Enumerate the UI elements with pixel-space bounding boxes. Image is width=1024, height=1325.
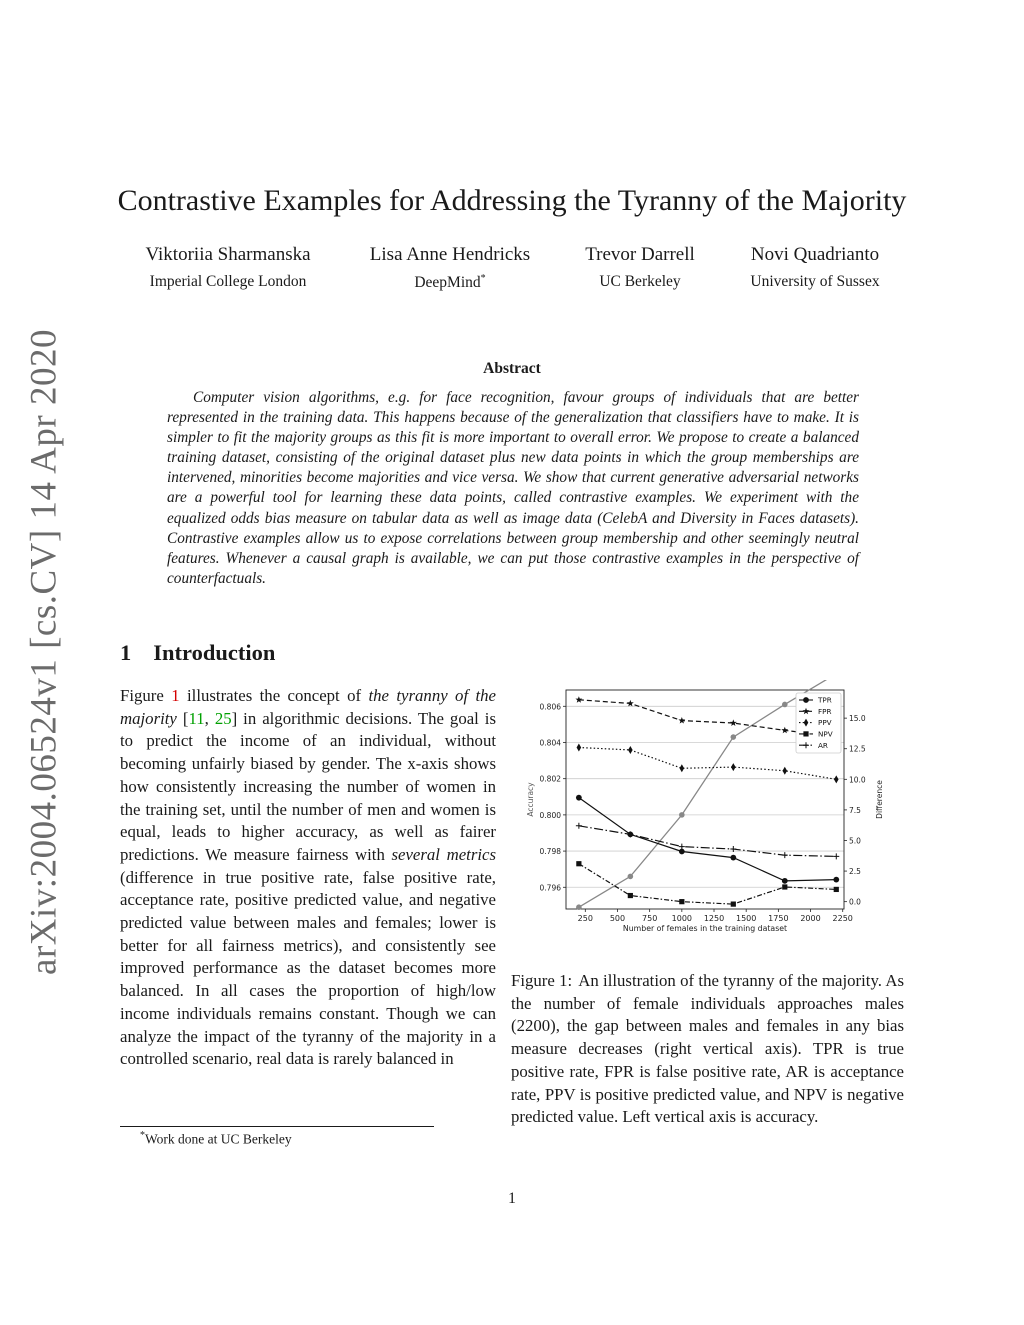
- section-heading: [120, 640, 275, 666]
- figure-1-chart: [510, 680, 910, 950]
- series-point-ppv: [577, 744, 582, 752]
- author-affiliation: University of Sussex: [750, 273, 880, 290]
- series-point-fpr: [627, 700, 634, 707]
- series-point-ppv: [782, 767, 787, 775]
- series-point-tpr: [833, 877, 839, 883]
- author-4: [705, 244, 925, 291]
- author-name: Trevor Darrell: [585, 244, 695, 265]
- y-left-tick-label: 0.806: [539, 702, 561, 712]
- legend-marker-tpr: [803, 697, 809, 703]
- citation-link[interactable]: 25: [214, 708, 232, 728]
- series-point-fpr: [575, 696, 582, 703]
- series-point-ppv: [628, 746, 633, 754]
- series-point-npv: [679, 899, 684, 904]
- series-point-ar: [782, 852, 788, 858]
- section-title: Introduction: [153, 640, 276, 665]
- series-point-npv: [576, 861, 581, 866]
- intro-text: illustrates the concept of: [179, 686, 369, 705]
- y-left-tick-label: 0.798: [539, 847, 561, 857]
- intro-paragraph: [120, 685, 496, 1071]
- figure-caption: [511, 970, 904, 1129]
- series-point-fpr: [730, 719, 737, 726]
- y-right-tick-label: 12.5: [849, 744, 866, 754]
- author-name: Lisa Anne Hendricks: [369, 244, 531, 265]
- y-right-tick-label: 5.0: [849, 836, 861, 846]
- accuracy-point: [731, 734, 737, 740]
- series-point-fpr: [781, 727, 788, 734]
- y-left-tick-label: 0.804: [539, 738, 561, 748]
- y-left-tick-label: 0.800: [539, 810, 561, 820]
- y-right-axis-label: Difference: [875, 780, 884, 819]
- legend-label-ppv: PPV: [818, 718, 832, 728]
- x-tick-label: 1750: [768, 914, 789, 923]
- accuracy-point: [782, 702, 788, 708]
- series-point-fpr: [678, 717, 685, 724]
- x-tick-label: 1000: [671, 914, 693, 923]
- y-left-axis-label: Accuracy: [526, 782, 535, 817]
- intro-text: [: [176, 708, 189, 728]
- y-left-tick-label: 0.802: [539, 774, 561, 784]
- x-tick-label: 250: [577, 914, 593, 923]
- y-right-tick-label: 15.0: [849, 714, 866, 724]
- caption-label: Figure 1:: [511, 971, 573, 990]
- x-tick-label: 1250: [703, 914, 725, 923]
- arxiv-identifier-text: arXiv:2004.06524v1 [cs.CV] 14 Apr 2020: [23, 329, 65, 975]
- series-point-npv: [731, 902, 736, 907]
- footnote-text: Work done at UC Berkeley: [145, 1131, 292, 1147]
- x-tick-label: 500: [609, 914, 626, 923]
- series-point-ar: [576, 823, 582, 829]
- series-point-ar: [833, 853, 839, 859]
- series-point-npv: [834, 887, 839, 892]
- legend-label-tpr: TPR: [818, 695, 832, 705]
- arxiv-identifier: [22, 329, 66, 975]
- author-affiliation: Imperial College London: [149, 273, 307, 290]
- series-point-ppv: [731, 763, 736, 771]
- abstract-heading: Abstract: [483, 360, 541, 377]
- accuracy-point: [628, 874, 634, 880]
- footnote-mark: *: [140, 1130, 145, 1141]
- x-axis-label: Number of females in the training dataset: [622, 924, 788, 933]
- y-left-tick-label: 0.796: [539, 883, 561, 893]
- series-point-tpr: [730, 855, 736, 861]
- intro-text: ,: [204, 708, 215, 728]
- author-name: Novi Quadrianto: [750, 244, 880, 265]
- series-line-tpr: [579, 798, 836, 881]
- series-point-tpr: [782, 878, 788, 884]
- y-right-tick-label: 10.0: [849, 775, 866, 785]
- paper-title: Contrastive Examples for Addressing the Tyranny of the Majority: [117, 184, 907, 217]
- series-point-ppv: [680, 764, 685, 772]
- series-line-ar: [579, 826, 836, 857]
- abstract-text: Computer vision algorithms, e.g. for face recognition, favour groups of individuals that are better represented in the training data. This happens because of the generalization that classifiers have to make. It is simpler to fit the majority groups as this fit is more important to overall error. We propose to create a balanced training dataset, consisting of the original dataset plus new data points in which the group memberships are intervened, minorities become majorities and vice versa. We show that current generative adversarial networks are a powerful tool for learning these data points, called contrastive examples. We experiment with the equalized odds bias measure on tabular data as well as image data (CelebA and Diversity in Faces datasets). Contrastive examples allow us to expose correlations between group membership and other seemingly neutral features. Whenever a causal graph is available, we can put those contrastive examples in the perspective of counterfactuals.: [167, 389, 859, 587]
- series-point-npv: [782, 884, 787, 889]
- series-point-npv: [628, 893, 633, 898]
- footnote: [140, 1130, 292, 1148]
- accuracy-point: [576, 904, 582, 910]
- footnote-mark: *: [480, 273, 486, 284]
- author-affiliation: DeepMind: [414, 274, 481, 292]
- figure-reference-link[interactable]: 1: [171, 686, 180, 705]
- series-point-ppv: [834, 775, 839, 783]
- y-right-tick-label: 7.5: [849, 805, 861, 815]
- caption-text: An illustration of the tyranny of the majority. As the number of female individuals approaches males (2200), the gap between males and females in any bias measure decreases (right vertical axis). TPR is true positive rate, FPR is false positive rate, AR is acceptance rate, PPV is positive predicted value, and NPV is negative predicted value. Left vertical axis is accuracy.: [511, 971, 904, 1127]
- intro-emphasis: the tyranny of the majority: [120, 686, 497, 728]
- x-tick-label: 2000: [800, 914, 821, 923]
- legend-label-npv: NPV: [818, 729, 833, 739]
- y-right-tick-label: 2.5: [849, 867, 861, 877]
- footnote-rule: [120, 1126, 434, 1127]
- page-number: 1: [508, 1190, 516, 1207]
- legend-marker-npv: [803, 731, 808, 736]
- intro-text: (difference in true positive rate, false positive rate, acceptance rate, positive predicted value, and negative predicted value between males and females; lower is better for all fairness metrics), and consistently see improved performance as the dataset becomes more balanced. In all cases the proportion of high/low income individuals remains constant. Though we can analyze the impact of the tyranny of the majority in a controlled scenario, real data is rarely balanced in: [120, 867, 496, 1069]
- x-tick-label: 1500: [736, 914, 757, 923]
- intro-text: ] in algorithmic decisions. The goal is to predict the income of an individual, without becoming unfairly biased by gender. The x-axis shows how consistently increasing the number of women in the training set, until the number of men and women is equal, leads to higher accuracy, as well as fairer predictions. We measure fairness with: [120, 708, 496, 864]
- intro-text: Figure: [120, 686, 172, 705]
- x-tick-label: 750: [642, 914, 658, 923]
- x-tick-label: 2250: [832, 914, 853, 923]
- y-right-tick-label: 0.0: [849, 897, 861, 907]
- legend-label-fpr: FPR: [818, 706, 832, 716]
- author-affiliation: UC Berkeley: [599, 273, 681, 290]
- intro-emphasis: several metrics: [391, 844, 496, 864]
- legend-label-ar: AR: [818, 740, 828, 750]
- series-point-tpr: [576, 795, 582, 801]
- author-1: [108, 244, 348, 291]
- accuracy-point: [679, 812, 685, 818]
- section-number: 1: [120, 640, 132, 665]
- author-name: Viktoriia Sharmanska: [145, 244, 311, 265]
- citation-link[interactable]: 11: [188, 708, 205, 728]
- series-point-ar: [679, 844, 685, 850]
